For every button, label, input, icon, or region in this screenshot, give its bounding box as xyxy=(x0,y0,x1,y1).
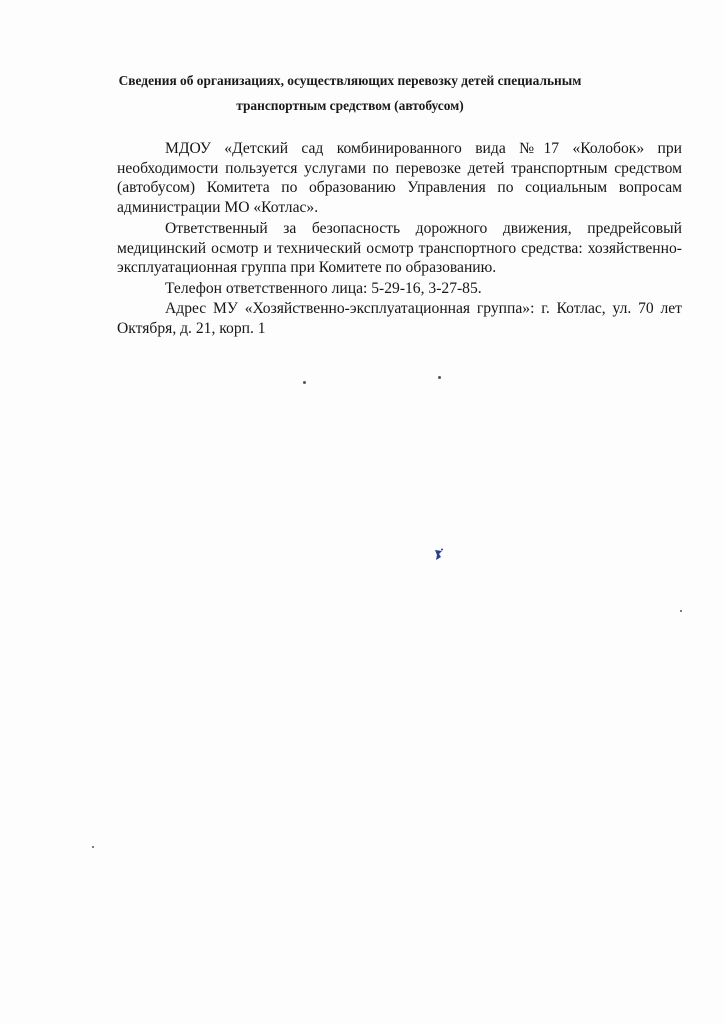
paragraph-responsible-safety xyxy=(117,219,682,278)
paragraph-kindergarten-transport xyxy=(117,139,682,217)
scan-speck xyxy=(680,610,682,612)
scan-speck xyxy=(303,381,306,384)
document-title-line2: транспортным средством (автобусом) xyxy=(236,98,464,113)
document-title-line1: Сведения об организациях, осуществляющих перевозку детей специальным xyxy=(118,73,582,88)
paragraph-text: Адрес МУ «Хозяйственно-эксплуатационная группа»: г. Котлас, ул. 70 лет Октября, д. 21, корп. 1 xyxy=(117,300,682,337)
ink-blot-icon xyxy=(433,548,444,562)
paragraph-phone xyxy=(117,279,682,299)
scan-speck xyxy=(92,846,94,848)
paragraph-text: МДОУ «Детский сад комбинированного вида №17 «Колобок» при необходимости пользуется услугами по перевозке детей транспортным средством (автобусом) Комитета по образованию Управления по социальным вопросам администрации МО «Котлас». xyxy=(117,140,682,216)
paragraph-text: Телефон ответственного лица: 5-29-16, 3-27-85. xyxy=(165,280,482,297)
paragraph-text: Ответственный за безопасность дорожного движения, предрейсовый медицинский осмотр и технический осмотр транспортного средства: хозяйственно-эксплуатационная группа при Комитете по образованию. xyxy=(117,220,682,276)
scan-speck xyxy=(438,376,441,379)
paragraph-address xyxy=(117,299,682,338)
